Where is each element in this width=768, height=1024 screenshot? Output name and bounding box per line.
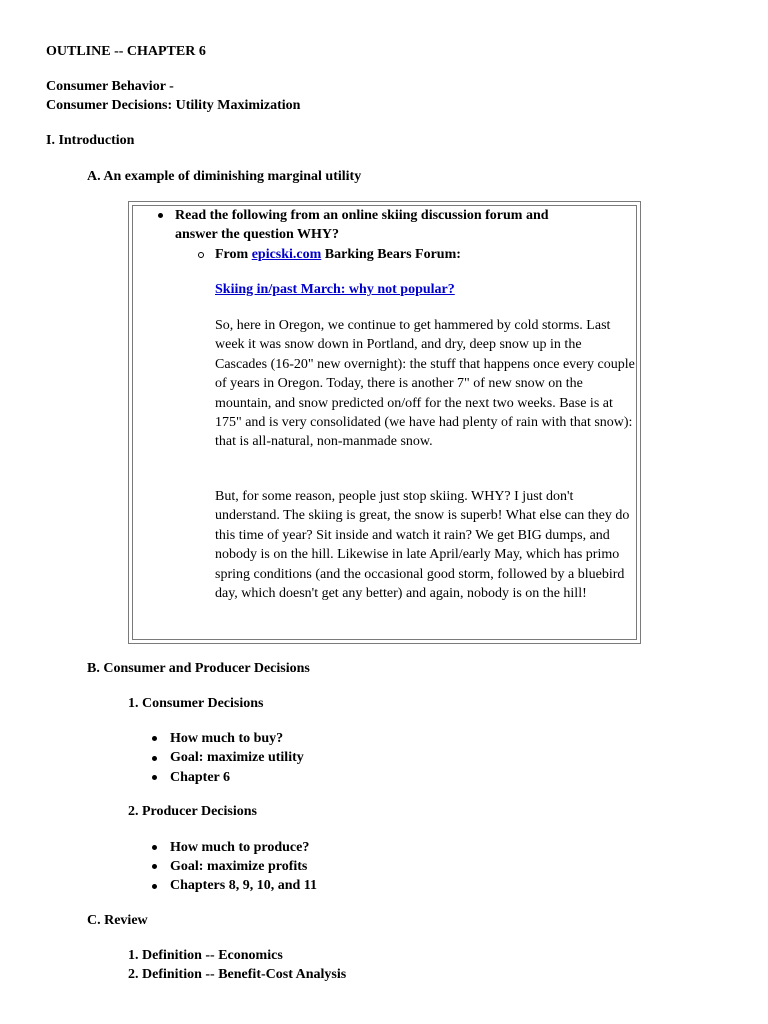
forum-name: Barking Bears Forum: (324, 247, 461, 262)
bullet-disc-icon (152, 864, 157, 869)
bullet-disc-icon (152, 884, 157, 889)
bullet-disc-icon (152, 756, 157, 761)
thread-title-link[interactable]: Skiing in/past March: why not popular? (215, 282, 455, 297)
bullet-circle-icon (198, 252, 204, 258)
review-item: 1. Definition -- Economics (128, 948, 283, 963)
producer-item: Chapters 8, 9, 10, and 11 (170, 878, 318, 893)
outline-title: OUTLINE -- CHAPTER 6 (46, 44, 206, 59)
section-b-heading: B. Consumer and Producer Decisions (87, 661, 310, 676)
section-a-heading: A. An example of diminishing marginal utility (87, 169, 362, 184)
bullet-disc-icon (152, 736, 157, 741)
forum-post-paragraph-2: But, for some reason, people just stop skiing. WHY? I just don't understand. The skiing is great, the snow is superb! What else can they do this time of year? Sit inside and watch it rain? We get BIG dumps, and nobody is on the hill. Likewise in late April/early May, which has primo spring conditions (and the occasional good storm, followed by a bluebird day, which doesn't get any better) and again, nobody is on the hill! (215, 489, 630, 602)
producer-item: Goal: maximize profits (170, 859, 308, 874)
bullet-disc-icon (152, 775, 157, 780)
forum-instruction-line-1: Read the following from an online skiing discussion forum and (175, 208, 549, 223)
forum-post-paragraph-1: So, here in Oregon, we continue to get hammered by cold storms. Last week it was snow down in Portland, and dry, deep snow up in the Cascades (16-20" new overnight): the stuff that happens once every couple of years in Oregon. Today, there is another 7" of new snow on the mountain, and snow predicted on/off for the next two weeks. Base is at 175" and is very consolidated (we have had plenty of rain with that snow): that is all-natural, non-manmade snow. (215, 318, 635, 450)
section-introduction: I. Introduction (46, 133, 135, 148)
forum-source-line (215, 246, 461, 264)
from-prefix: From (215, 247, 249, 262)
section-c-heading: C. Review (87, 913, 148, 928)
producer-item: How much to produce? (170, 840, 310, 855)
producer-decisions-heading: 2. Producer Decisions (128, 804, 257, 819)
epicski-link[interactable]: epicski.com (251, 247, 322, 262)
consumer-item: Chapter 6 (170, 770, 231, 785)
subtitle-line-1: Consumer Behavior - (46, 79, 174, 94)
bullet-disc-icon (152, 845, 157, 850)
review-item: 2. Definition -- Benefit-Cost Analysis (128, 967, 347, 982)
consumer-item: Goal: maximize utility (170, 750, 304, 765)
consumer-decisions-heading: 1. Consumer Decisions (128, 696, 264, 711)
subtitle-line-2: Consumer Decisions: Utility Maximization (46, 98, 301, 113)
forum-instruction-line-2: answer the question WHY? (175, 227, 340, 242)
thread-title-line (215, 281, 455, 299)
consumer-item: How much to buy? (170, 731, 284, 746)
bullet-disc-icon (158, 213, 163, 218)
